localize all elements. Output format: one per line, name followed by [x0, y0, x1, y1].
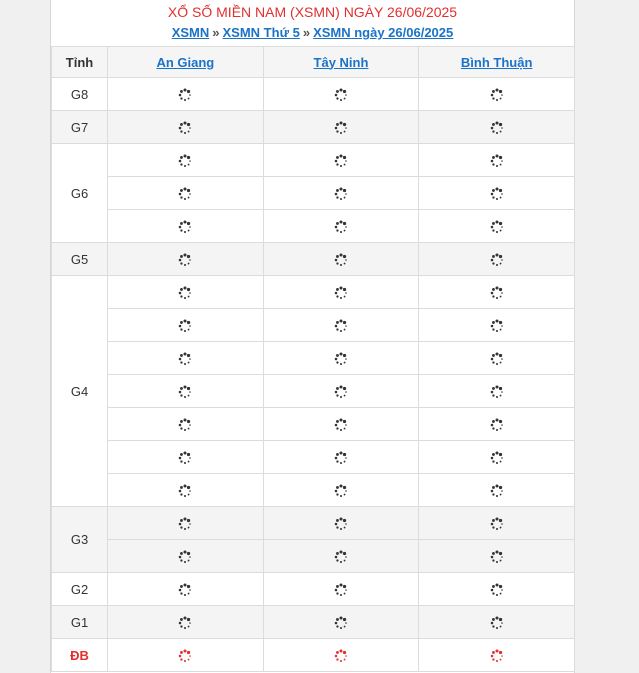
- result-cell: [263, 111, 419, 144]
- loading-spinner-icon: [178, 583, 192, 597]
- column-header-province-label: Tỉnh: [52, 47, 108, 78]
- results-table: [51, 46, 575, 672]
- loading-spinner-icon: [334, 88, 348, 102]
- loading-spinner-icon: [334, 484, 348, 498]
- loading-spinner-icon: [490, 220, 504, 234]
- table-row: [52, 111, 575, 144]
- result-cell: [108, 177, 264, 210]
- result-cell: [108, 78, 264, 111]
- result-cell: [263, 342, 419, 375]
- table-row: [52, 573, 575, 606]
- loading-spinner-icon: [334, 121, 348, 135]
- prize-label: ĐB: [52, 639, 108, 672]
- result-cell: [108, 243, 264, 276]
- table-row: [52, 375, 575, 408]
- loading-spinner-icon: [178, 451, 192, 465]
- result-cell: [263, 573, 419, 606]
- table-row: [52, 144, 575, 177]
- result-cell: [419, 606, 575, 639]
- result-cell: [263, 210, 419, 243]
- result-cell: [263, 474, 419, 507]
- result-cell: [419, 375, 575, 408]
- loading-spinner-icon: [490, 550, 504, 564]
- result-cell: [263, 441, 419, 474]
- loading-spinner-icon: [178, 154, 192, 168]
- result-cell: [419, 639, 575, 672]
- result-cell: [108, 441, 264, 474]
- loading-spinner-icon: [178, 616, 192, 630]
- table-row: [52, 441, 575, 474]
- prize-label: G3: [52, 507, 108, 573]
- result-cell: [419, 276, 575, 309]
- result-cell: [108, 474, 264, 507]
- loading-spinner-icon: [334, 154, 348, 168]
- loading-spinner-icon: [334, 220, 348, 234]
- table-row: [52, 276, 575, 309]
- breadcrumb-separator: »: [302, 25, 311, 40]
- result-cell: [263, 144, 419, 177]
- loading-spinner-icon: [178, 385, 192, 399]
- province-link-an-giang[interactable]: An Giang: [156, 54, 215, 70]
- result-cell: [419, 540, 575, 573]
- result-cell: [419, 507, 575, 540]
- result-cell: [263, 507, 419, 540]
- loading-spinner-icon: [334, 187, 348, 201]
- result-cell: [108, 111, 264, 144]
- loading-spinner-icon: [178, 319, 192, 333]
- province-link-binh-thuan[interactable]: Bình Thuận: [460, 54, 533, 70]
- loading-spinner-icon: [334, 253, 348, 267]
- result-cell: [419, 309, 575, 342]
- loading-spinner-icon: [490, 649, 504, 663]
- result-cell: [108, 276, 264, 309]
- loading-spinner-icon: [490, 319, 504, 333]
- result-cell: [419, 573, 575, 606]
- breadcrumb: [51, 22, 574, 46]
- loading-spinner-icon: [490, 253, 504, 267]
- loading-spinner-icon: [178, 286, 192, 300]
- result-cell: [263, 606, 419, 639]
- loading-spinner-icon: [334, 649, 348, 663]
- breadcrumb-xsmn[interactable]: XSMN: [171, 25, 210, 40]
- result-cell: [263, 243, 419, 276]
- loading-spinner-icon: [178, 121, 192, 135]
- result-cell: [108, 144, 264, 177]
- loading-spinner-icon: [178, 88, 192, 102]
- result-cell: [108, 573, 264, 606]
- result-cell: [108, 540, 264, 573]
- breadcrumb-xsmn-thu5[interactable]: XSMN Thứ 5: [222, 25, 300, 40]
- loading-spinner-icon: [490, 88, 504, 102]
- loading-spinner-icon: [178, 220, 192, 234]
- table-row: [52, 474, 575, 507]
- loading-spinner-icon: [178, 484, 192, 498]
- breadcrumb-separator: »: [212, 25, 220, 40]
- loading-spinner-icon: [334, 352, 348, 366]
- prize-label: G4: [52, 276, 108, 507]
- result-cell: [419, 177, 575, 210]
- prize-label: G2: [52, 573, 108, 606]
- result-cell: [108, 408, 264, 441]
- loading-spinner-icon: [178, 352, 192, 366]
- loading-spinner-icon: [178, 550, 192, 564]
- result-cell: [419, 111, 575, 144]
- result-cell: [108, 309, 264, 342]
- loading-spinner-icon: [178, 253, 192, 267]
- loading-spinner-icon: [178, 649, 192, 663]
- result-cell: [263, 375, 419, 408]
- table-row: [52, 243, 575, 276]
- column-header-tay-ninh: [263, 47, 419, 78]
- result-cell: [263, 639, 419, 672]
- result-cell: [263, 78, 419, 111]
- table-row: [52, 210, 575, 243]
- result-cell: [419, 441, 575, 474]
- result-cell: [263, 276, 419, 309]
- result-cell: [263, 408, 419, 441]
- loading-spinner-icon: [334, 550, 348, 564]
- results-panel: [50, 0, 575, 673]
- prize-label: G5: [52, 243, 108, 276]
- loading-spinner-icon: [490, 154, 504, 168]
- loading-spinner-icon: [490, 583, 504, 597]
- table-row: [52, 606, 575, 639]
- result-cell: [108, 375, 264, 408]
- loading-spinner-icon: [334, 583, 348, 597]
- table-row: [52, 639, 575, 672]
- loading-spinner-icon: [178, 418, 192, 432]
- prize-label: G1: [52, 606, 108, 639]
- loading-spinner-icon: [490, 418, 504, 432]
- result-cell: [263, 309, 419, 342]
- loading-spinner-icon: [334, 451, 348, 465]
- result-cell: [419, 342, 575, 375]
- loading-spinner-icon: [334, 418, 348, 432]
- result-cell: [263, 177, 419, 210]
- result-cell: [108, 210, 264, 243]
- loading-spinner-icon: [334, 319, 348, 333]
- prize-label: G6: [52, 144, 108, 243]
- result-cell: [419, 474, 575, 507]
- loading-spinner-icon: [490, 385, 504, 399]
- table-row: [52, 309, 575, 342]
- table-row: [52, 540, 575, 573]
- table-row: [52, 507, 575, 540]
- result-cell: [108, 606, 264, 639]
- loading-spinner-icon: [490, 517, 504, 531]
- result-cell: [263, 540, 419, 573]
- loading-spinner-icon: [334, 286, 348, 300]
- loading-spinner-icon: [490, 286, 504, 300]
- prize-label: G7: [52, 111, 108, 144]
- page-title: XỔ SỐ MIỀN NAM (XSMN) NGÀY 26/06/2025: [167, 4, 458, 20]
- loading-spinner-icon: [490, 484, 504, 498]
- result-cell: [419, 78, 575, 111]
- result-cell: [108, 507, 264, 540]
- column-header-binh-thuan: [419, 47, 575, 78]
- prize-label: G8: [52, 78, 108, 111]
- breadcrumb-xsmn-date[interactable]: XSMN ngày 26/06/2025: [313, 25, 454, 40]
- table-row: [52, 78, 575, 111]
- loading-spinner-icon: [178, 517, 192, 531]
- province-link-tay-ninh[interactable]: Tây Ninh: [313, 54, 369, 70]
- result-cell: [419, 408, 575, 441]
- loading-spinner-icon: [490, 616, 504, 630]
- loading-spinner-icon: [334, 616, 348, 630]
- loading-spinner-icon: [178, 187, 192, 201]
- result-cell: [419, 210, 575, 243]
- table-row: [52, 408, 575, 441]
- result-cell: [419, 144, 575, 177]
- loading-spinner-icon: [490, 187, 504, 201]
- result-cell: [419, 243, 575, 276]
- column-header-an-giang: [108, 47, 264, 78]
- loading-spinner-icon: [490, 352, 504, 366]
- loading-spinner-icon: [490, 121, 504, 135]
- table-row: [52, 342, 575, 375]
- result-cell: [108, 639, 264, 672]
- loading-spinner-icon: [490, 451, 504, 465]
- loading-spinner-icon: [334, 385, 348, 399]
- result-cell: [108, 342, 264, 375]
- loading-spinner-icon: [334, 517, 348, 531]
- table-row: [52, 177, 575, 210]
